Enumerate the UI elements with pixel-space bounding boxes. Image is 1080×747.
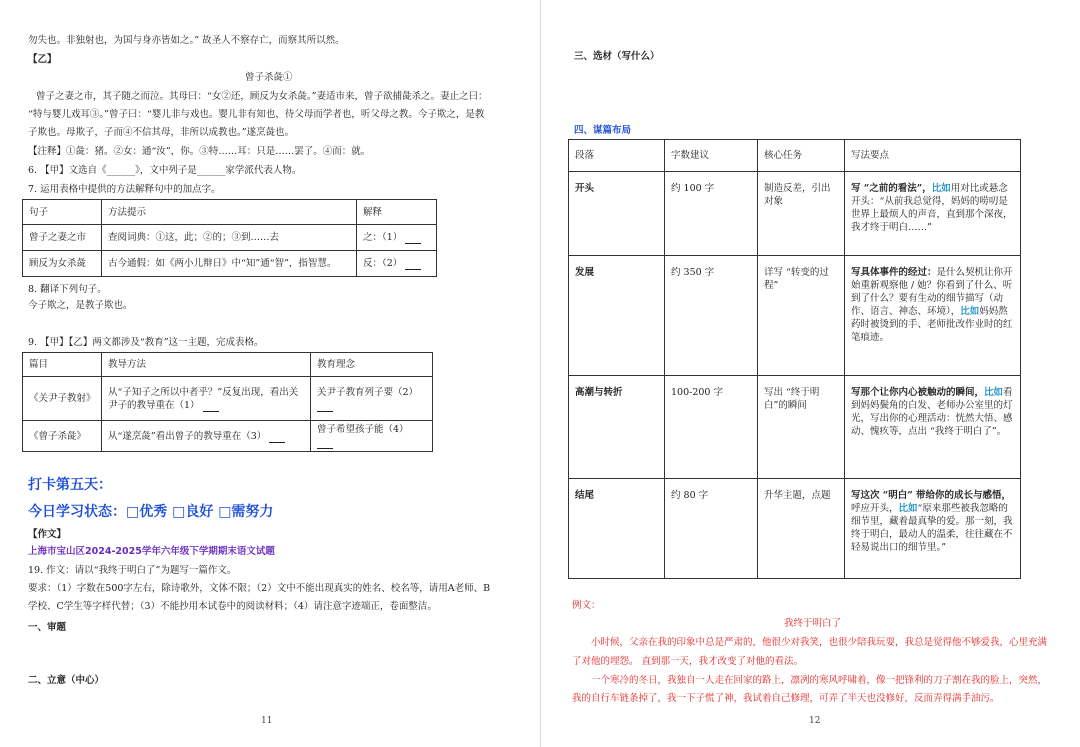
question-8: 8. 翻译下列句子。 — [28, 284, 107, 295]
table-header: 字数建议 — [665, 140, 758, 172]
requirements-line-1: 要求：（1）字数在500字左右，除诗歌外，文体不限；（2）文中不能出现真实的姓名、校名等，请用A老师、B — [28, 583, 491, 594]
lead-text: 写 “之前的看法”， — [851, 183, 932, 194]
answer-blank — [317, 439, 333, 449]
words-cell: 100-200 字 — [665, 376, 758, 479]
method-text: 妈妈熬药时被烫到的手、老师批改作业时的红笔痕迹。 — [851, 306, 1013, 343]
question-19: 19. 作文：请以“我终于明白了”为题写一篇作文。 — [28, 565, 237, 576]
answer-blank — [269, 433, 285, 443]
task-cell: 制造反差，引出对象 — [758, 172, 845, 256]
answer-blank — [405, 234, 421, 244]
words-cell: 约 80 字 — [665, 479, 758, 579]
answer-label: 之：（1） — [363, 232, 403, 243]
task-cell: 写出 “终于明白”的瞬间 — [758, 376, 845, 479]
example-cue: 比如 — [960, 306, 980, 317]
page-12 — [541, 0, 1080, 747]
method-cell — [845, 172, 1021, 256]
checkin-day-heading: 打卡第五天： — [28, 477, 112, 493]
table-header: 方法提示 — [102, 200, 357, 225]
table-row — [569, 256, 1021, 376]
method-text: 用对比或悬念开头：“从前我总觉得，妈妈的唠叨是世界上最烦人的声音，直到那个深夜，我才终于明白……” — [851, 183, 1013, 233]
answer-cell — [102, 377, 311, 421]
layout-plan-table — [568, 139, 1021, 579]
essay-para-1a: 小时候，父亲在我的印象中总是严肃的，他很少对我笑，也很少陪我玩耍，我总是觉得他不够爱我，心里充满 — [591, 637, 1048, 648]
method-text: 从“子知子之所以中者乎？”反复出现，看出关尹子的教导重在（1） — [108, 386, 299, 411]
section-2-heading: 二、立意（中心） — [28, 675, 105, 686]
table-q7 — [22, 199, 437, 277]
method-cell — [845, 376, 1021, 479]
essay-para-1b: 了对他的埋怨。 直到那一天，我才改变了对他的看法。 — [572, 656, 804, 667]
words-cell: 约 350 字 — [665, 256, 758, 376]
notes: 【注释】①彘：猪。②女：通“汝”，你。③特……耳：只是……罢了。④而：就。 — [28, 146, 371, 157]
para-cell: 开头 — [569, 172, 665, 256]
story-line-2: “特与婴儿戏耳③。”曾子曰：“婴儿非与戏也。婴儿非有知也，待父母而学者也，听父母之教。今子欺之，是教 — [28, 109, 485, 120]
table-row — [569, 172, 1021, 256]
table-cell: 查阅词典：①这，此；②的；③到……去 — [102, 225, 357, 251]
method-text: 呼应开头， — [851, 503, 899, 514]
example-cue: 比如 — [931, 183, 951, 194]
answer-blank — [317, 402, 333, 412]
para-cell: 高潮与转折 — [569, 376, 665, 479]
table-cell: 曾子之妻之市 — [23, 225, 102, 251]
story-title: 曾子杀彘① — [245, 72, 293, 83]
table-cell: 顾反为女杀彘 — [23, 251, 102, 277]
answer-cell — [102, 421, 311, 452]
requirements-line-2: 学校、C学生等字样代替；（3）不能抄用本试卷中的阅读材料；（4）请注意字迹端正，卷面整洁。 — [28, 601, 437, 612]
table-cell: 《曾子杀彘》 — [23, 421, 102, 452]
section-yi-label: 【乙】 — [28, 54, 57, 65]
method-text: “原来那些被我忽略的细节里，藏着最真挚的爱。那一刻，我终于明白，最动人的温柔，往往藏在不轻易说出口的细节里。” — [851, 503, 1013, 553]
exam-title: 上海市宝山区2024-2025学年六年级下学期期末语文试题 — [28, 546, 275, 557]
table-header: 段落 — [569, 140, 665, 172]
continuation-line: 勿失也。非独射也，为国与身亦皆如之。” 故圣人不察存亡，而察其所以然。 — [28, 35, 345, 46]
section-4-heading: 四、谋篇布局 — [574, 125, 632, 136]
para-cell: 发展 — [569, 256, 665, 376]
table-row — [569, 376, 1021, 479]
study-status: 今日学习状态：□优秀 □良好 □需努力 — [28, 504, 274, 520]
essay-para-2b: 我的自行车链条掉了，我一下子慌了神，我试着自己修理，可弄了半天也没修好，反而弄得满手油污。 — [572, 693, 1000, 704]
answer-cell — [357, 225, 437, 251]
idea-text: 曾子希望孩子能（4） — [317, 424, 409, 435]
table-cell: 《关尹子教射》 — [23, 377, 102, 421]
lead-text: 写具体事件的经过： — [851, 267, 937, 278]
question-6: 6. 【甲】文选自《______》，文中列子是______家学派代表人物。 — [28, 165, 302, 176]
essay-para-2a: 一个寒冷的冬日，我独自一人走在回家的路上，凛冽的寒风呼啸着，像一把锋利的刀子割在我的脸上，突然， — [591, 675, 1048, 686]
zuowen-label: 【作文】 — [28, 529, 67, 540]
lead-text: 写这次 “明白” 带给你的成长与感悟， — [851, 490, 1012, 501]
example-label: 例文： — [572, 600, 601, 611]
lead-text: 写那个让你内心被触动的瞬间， — [851, 387, 985, 398]
answer-blank — [203, 402, 219, 412]
table-header: 教育理念 — [311, 353, 433, 377]
question-8-sentence: 今子欺之，是教子欺也。 — [28, 300, 133, 311]
method-text: 是什么契机让你开始重新观察他 / 她？你看到了什么、听到了什么？要有生动的细节描写（动作、语言、神态、环境）， — [851, 267, 1013, 317]
table-row — [569, 479, 1021, 579]
method-text: 看到妈妈鬓角的白发、老师办公室里的灯光，写出你的心理活动：恍然大悟、感动、愧疚等，点出 “我终于明白了”。 — [851, 387, 1013, 437]
table-header: 句子 — [23, 200, 102, 225]
para-cell: 结尾 — [569, 479, 665, 579]
table-header: 篇目 — [23, 353, 102, 377]
example-cue: 比如 — [898, 503, 918, 514]
method-cell — [845, 256, 1021, 376]
answer-cell — [311, 421, 433, 452]
question-7: 7. 运用表格中提供的方法解释句中的加点字。 — [28, 184, 221, 195]
answer-cell — [357, 251, 437, 277]
words-cell: 约 100 字 — [665, 172, 758, 256]
table-cell: 古今通假：如《两小儿辩日》中“知”通“智”，指智慧。 — [102, 251, 357, 277]
page-number: 11 — [261, 716, 273, 726]
section-1-heading: 一、审题 — [28, 622, 67, 633]
answer-cell — [311, 377, 433, 421]
table-header: 写法要点 — [845, 140, 1021, 172]
story-line-1: 曾子之妻之市，其子随之而泣。其母曰：“女②还，顾反为女杀彘。”妻适市来，曾子欲捕彘杀之。妻止之曰： — [36, 91, 488, 102]
section-3-heading: 三、选材（写什么） — [574, 51, 660, 62]
question-9: 9. 【甲】【乙】两文都涉及“教育”这一主题，完成表格。 — [28, 337, 264, 348]
essay-title: 我终于明白了 — [784, 618, 842, 629]
table-header: 解释 — [357, 200, 437, 225]
example-cue: 比如 — [984, 387, 1004, 398]
table-header: 核心任务 — [758, 140, 845, 172]
idea-text: 关尹子教育列子要（2） — [317, 386, 419, 398]
answer-blank — [405, 260, 421, 270]
task-cell: 升华主题，点题 — [758, 479, 845, 579]
method-cell — [845, 479, 1021, 579]
answer-label: 反：（2） — [363, 258, 403, 269]
method-text: 从“遂烹彘”看出曾子的教导重在（3） — [108, 430, 267, 442]
story-line-3: 子欺也。母欺子，子而④不信其母，非所以成教也。”遂烹彘也。 — [28, 127, 295, 138]
page-number: 12 — [809, 716, 821, 726]
task-cell: 详写 “转变的过程” — [758, 256, 845, 376]
table-header: 教导方法 — [102, 353, 311, 377]
table-q9 — [22, 352, 433, 452]
